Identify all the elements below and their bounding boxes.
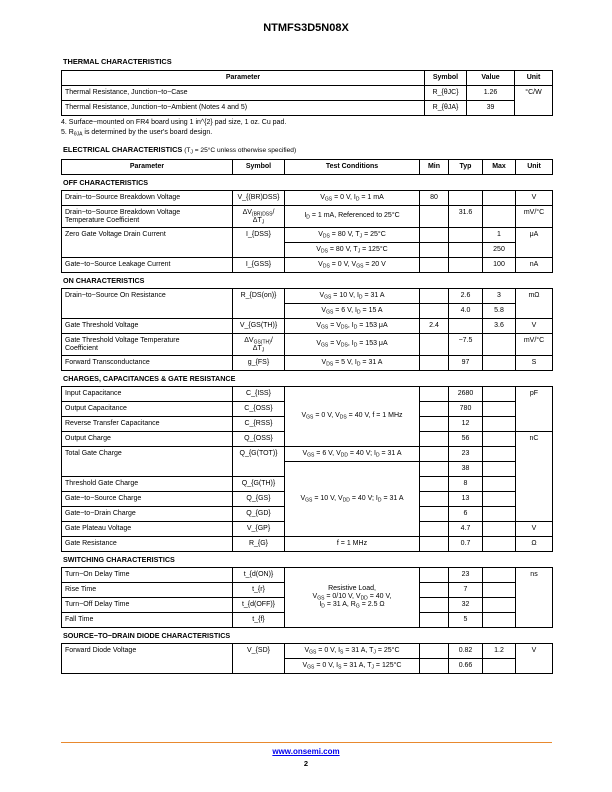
electrical-section-title <box>63 145 296 154</box>
table-row <box>62 447 553 462</box>
footnote: 5. $R_{\theta JA}$ is determined by the user's board design. <box>61 129 213 138</box>
typ-cell: 12 <box>449 417 483 432</box>
symbol-cell: V_{SD} <box>233 644 285 674</box>
website-link[interactable]: www.onsemi.com <box>272 747 340 756</box>
conditions-cell: $V_{GS} = 10$ V, $V_{DD} = 40$ V; $I_D = 31$ A <box>285 462 420 537</box>
min-cell <box>420 304 449 319</box>
table-row <box>62 206 553 228</box>
unit-cell: pF <box>516 387 553 432</box>
min-cell <box>420 522 449 537</box>
parameter-cell: Zero Gate Voltage Drain Current <box>62 228 233 258</box>
symbol-cell: t_{f} <box>233 613 285 628</box>
min-cell <box>420 387 449 402</box>
thermal-table <box>61 70 553 116</box>
conditions-cell: $V_{DS} = 0$ V, $V_{GS} = 20$ V <box>285 258 420 273</box>
symbol-cell: R_{θJC} <box>425 86 467 101</box>
table-row <box>62 568 553 583</box>
header-symbol: Symbol <box>425 71 467 86</box>
electrical-header-table <box>61 159 553 175</box>
min-cell <box>420 507 449 522</box>
min-cell <box>420 598 449 613</box>
symbol-cell: Q_{GS} <box>233 492 285 507</box>
max-cell: 5.8 <box>483 304 516 319</box>
header-unit: Unit <box>515 71 553 86</box>
max-cell <box>483 492 516 507</box>
symbol-cell: V_{GS(TH)} <box>233 319 285 334</box>
min-cell <box>420 206 449 228</box>
parameter-cell: Turn−On Delay Time <box>62 568 233 583</box>
header-typ: Typ <box>449 160 483 175</box>
table-row <box>62 387 553 402</box>
table-row <box>62 191 553 206</box>
symbol-cell: $\Delta V_{(BR)DSS}/$ $\Delta T_J$ <box>233 206 285 228</box>
min-cell <box>420 583 449 598</box>
max-cell <box>483 477 516 492</box>
conditions-cell: f = 1 MHz <box>285 537 420 552</box>
symbol-cell: I_{GSS} <box>233 258 285 273</box>
table-row <box>62 356 553 371</box>
section-label: CHARGES, CAPACITANCES & GATE RESISTANCE <box>63 374 236 383</box>
section-table <box>61 567 553 628</box>
conditions-cell: $V_{GS} = 6$ V, $I_D = 15$ A <box>285 304 420 319</box>
parameter-cell: Input Capacitance <box>62 387 233 402</box>
symbol-cell: g_{FS} <box>233 356 285 371</box>
typ-cell: 56 <box>449 432 483 447</box>
parameter-cell: Reverse Transfer Capacitance <box>62 417 233 432</box>
parameter-cell: Turn−Off Delay Time <box>62 598 233 613</box>
header-parameter: Parameter <box>62 71 425 86</box>
table-row <box>62 101 553 116</box>
unit-cell: μA <box>516 228 553 258</box>
typ-cell: 0.7 <box>449 537 483 552</box>
min-cell <box>420 243 449 258</box>
typ-cell: 2680 <box>449 387 483 402</box>
conditions-cell: $V_{GS} = 0$ V, $I_D = 1$ mA <box>285 191 420 206</box>
symbol-cell: C_{ISS} <box>233 387 285 402</box>
typ-cell: 8 <box>449 477 483 492</box>
conditions-cell: $V_{DS} = 5$ V, $I_D = 31$ A <box>285 356 420 371</box>
table-row <box>62 644 553 659</box>
parameter-cell: Rise Time <box>62 583 233 598</box>
typ-cell <box>449 228 483 243</box>
max-cell <box>483 387 516 402</box>
min-cell <box>420 334 449 356</box>
typ-cell: 6 <box>449 507 483 522</box>
header-conditions: Test Conditions <box>285 160 420 175</box>
parameter-cell: Output Charge <box>62 432 233 447</box>
header-value: Value <box>467 71 515 86</box>
electrical-characteristics <box>61 159 552 674</box>
parameter-cell: Gate Plateau Voltage <box>62 522 233 537</box>
parameter-cell: Forward Transconductance <box>62 356 233 371</box>
min-cell <box>420 258 449 273</box>
max-cell: 1 <box>483 228 516 243</box>
max-cell: 1.2 <box>483 644 516 659</box>
min-cell <box>420 613 449 628</box>
unit-cell: °C/W <box>515 86 553 116</box>
typ-cell: −7.5 <box>449 334 483 356</box>
value-cell: 39 <box>467 101 515 116</box>
unit-cell: Ω <box>516 537 553 552</box>
typ-cell: 4.0 <box>449 304 483 319</box>
parameter-cell: Drain−to−Source Breakdown Voltage Temperature Coefficient <box>62 206 233 228</box>
parameter-cell: Gate Resistance <box>62 537 233 552</box>
typ-cell: 4.7 <box>449 522 483 537</box>
typ-cell <box>449 258 483 273</box>
min-cell <box>420 228 449 243</box>
conditions-cell: $I_D = 1$ mA, Referenced to 25°C <box>285 206 420 228</box>
header-symbol: Symbol <box>233 160 285 175</box>
table-row <box>62 228 553 243</box>
conditions-cell: $V_{GS} = 0$ V, $I_S = 31$ A, $T_J = 125^\circ C$ <box>285 659 420 674</box>
electrical-title-condition: ($T_J = 25^\circ C$ unless otherwise specified) <box>182 147 297 156</box>
table-row <box>62 537 553 552</box>
min-cell <box>420 356 449 371</box>
max-cell <box>483 537 516 552</box>
symbol-cell: t_{d(ON)} <box>233 568 285 583</box>
min-cell <box>420 432 449 447</box>
unit-cell: nA <box>516 258 553 273</box>
max-cell <box>483 568 516 583</box>
unit-cell: V <box>516 191 553 206</box>
table-row <box>62 289 553 304</box>
electrical-title-text: ELECTRICAL CHARACTERISTICS <box>63 145 183 154</box>
unit-cell: nC <box>516 432 553 522</box>
unit-cell: V <box>516 319 553 334</box>
min-cell <box>420 417 449 432</box>
typ-cell <box>449 319 483 334</box>
typ-cell: 23 <box>449 447 483 462</box>
conditions-cell: $V_{GS} = 0$ V, $V_{DS} = 40$ V, f = 1 MHz <box>285 387 420 447</box>
header-max: Max <box>483 160 516 175</box>
typ-cell <box>449 243 483 258</box>
typ-cell <box>449 191 483 206</box>
typ-cell: 780 <box>449 402 483 417</box>
max-cell <box>483 507 516 522</box>
min-cell <box>420 289 449 304</box>
parameter-cell: Gate−to−Source Leakage Current <box>62 258 233 273</box>
typ-cell: 32 <box>449 598 483 613</box>
min-cell <box>420 477 449 492</box>
conditions-cell: $V_{GS} = 6$ V, $V_{DD} = 40$ V; $I_D = 31$ A <box>285 447 420 462</box>
conditions-cell: $V_{DS} = 80$ V, $T_J = 125^\circ C$ <box>285 243 420 258</box>
symbol-cell: R_{DS(on)} <box>233 289 285 319</box>
parameter-cell: Thermal Resistance, Junction−to−Case <box>62 86 425 101</box>
min-cell: 2.4 <box>420 319 449 334</box>
max-cell: 3.6 <box>483 319 516 334</box>
min-cell <box>420 492 449 507</box>
typ-cell: 23 <box>449 568 483 583</box>
max-cell <box>483 334 516 356</box>
typ-cell: 5 <box>449 613 483 628</box>
max-cell <box>483 191 516 206</box>
conditions-cell: Resistive Load, $V_{GS} = 0/10$ V, $V_{DD} = 40$ V, $I_D = 31$ A, $R_G = 2.5$ Ω <box>285 568 420 628</box>
conditions-cell: $V_{GS} = V_{DS}$, $I_D = 153$ μA <box>285 334 420 356</box>
section-label: SOURCE−TO−DRAIN DIODE CHARACTERISTICS <box>63 631 231 640</box>
parameter-cell: Gate Threshold Voltage <box>62 319 233 334</box>
unit-cell: V <box>516 522 553 537</box>
max-cell <box>483 417 516 432</box>
page-number: 2 <box>303 759 309 768</box>
max-cell <box>483 583 516 598</box>
value-cell: 1.26 <box>467 86 515 101</box>
typ-cell: 0.66 <box>449 659 483 674</box>
parameter-cell: Output Capacitance <box>62 402 233 417</box>
max-cell <box>483 659 516 674</box>
max-cell <box>483 462 516 477</box>
parameter-cell: Gate−to−Source Charge <box>62 492 233 507</box>
unit-cell: ns <box>516 568 553 628</box>
parameter-cell: Forward Diode Voltage <box>62 644 233 674</box>
table-header-row <box>62 71 553 86</box>
section-table <box>61 288 553 371</box>
max-cell: 250 <box>483 243 516 258</box>
conditions-cell: $V_{GS} = V_{DS}$, $I_D = 153$ μA <box>285 319 420 334</box>
symbol-cell: Q_{G(TH)} <box>233 477 285 492</box>
max-cell <box>483 432 516 447</box>
table-row <box>62 258 553 273</box>
parameter-cell: Gate Threshold Voltage Temperature Coefficient <box>62 334 233 356</box>
typ-cell: 2.6 <box>449 289 483 304</box>
parameter-cell: Total Gate Charge <box>62 447 233 477</box>
section-table <box>61 643 553 674</box>
section-label: OFF CHARACTERISTICS <box>63 178 149 187</box>
header-parameter: Parameter <box>62 160 233 175</box>
header-unit: Unit <box>516 160 553 175</box>
min-cell <box>420 447 449 462</box>
footnotes <box>61 118 286 138</box>
section-table <box>61 386 553 552</box>
table-row <box>62 319 553 334</box>
typ-cell: 97 <box>449 356 483 371</box>
symbol-cell: V_{(BR)DSS} <box>233 191 285 206</box>
thermal-section-title: THERMAL CHARACTERISTICS <box>63 57 172 66</box>
min-cell <box>420 659 449 674</box>
max-cell <box>483 613 516 628</box>
symbol-cell: C_{OSS} <box>233 402 285 417</box>
parameter-cell: Thermal Resistance, Junction−to−Ambient (Notes 4 and 5) <box>62 101 425 116</box>
footer-divider <box>61 742 552 743</box>
unit-cell: V <box>516 644 553 674</box>
parameter-cell: Drain−to−Source Breakdown Voltage <box>62 191 233 206</box>
parameter-cell: Fall Time <box>62 613 233 628</box>
max-cell <box>483 402 516 417</box>
typ-cell: 13 <box>449 492 483 507</box>
min-cell <box>420 644 449 659</box>
min-cell <box>420 537 449 552</box>
section-label: SWITCHING CHARACTERISTICS <box>63 555 175 564</box>
max-cell <box>483 447 516 462</box>
max-cell <box>483 598 516 613</box>
typ-cell: 7 <box>449 583 483 598</box>
unit-cell: mV/°C <box>516 334 553 356</box>
unit-cell: mV/°C <box>516 206 553 228</box>
min-cell <box>420 402 449 417</box>
typ-cell: 31.6 <box>449 206 483 228</box>
max-cell: 3 <box>483 289 516 304</box>
min-cell <box>420 568 449 583</box>
symbol-cell: Q_{G(TOT)} <box>233 447 285 477</box>
unit-cell: S <box>516 356 553 371</box>
symbol-cell: Q_{GD} <box>233 507 285 522</box>
conditions-cell: $V_{GS} = 0$ V, $I_S = 31$ A, $T_J = 25^\circ C$ <box>285 644 420 659</box>
typ-cell: 38 <box>449 462 483 477</box>
symbol-cell: I_{DSS} <box>233 228 285 258</box>
section-table <box>61 190 553 273</box>
symbol-cell: R_{θJA} <box>425 101 467 116</box>
symbol-cell: t_{r} <box>233 583 285 598</box>
max-cell <box>483 522 516 537</box>
min-cell <box>420 462 449 477</box>
footnote: 4. Surface−mounted on FR4 board using 1 in^{2} pad size, 1 oz. Cu pad. <box>61 119 287 126</box>
min-cell: 80 <box>420 191 449 206</box>
max-cell <box>483 206 516 228</box>
symbol-cell: R_{G} <box>233 537 285 552</box>
header-min: Min <box>420 160 449 175</box>
table-header-row <box>62 160 553 175</box>
section-label: ON CHARACTERISTICS <box>63 276 145 285</box>
table-row <box>62 86 553 101</box>
typ-cell: 0.82 <box>449 644 483 659</box>
symbol-cell: $\Delta V_{GS(TH)}/$ $\Delta T_J$ <box>233 334 285 356</box>
conditions-cell: $V_{GS} = 10$ V, $I_D = 31$ A <box>285 289 420 304</box>
max-cell: 100 <box>483 258 516 273</box>
parameter-cell: Gate−to−Drain Charge <box>62 507 233 522</box>
parameter-cell: Drain−to−Source On Resistance <box>62 289 233 319</box>
parameter-cell: Threshold Gate Charge <box>62 477 233 492</box>
symbol-cell: C_{RSS} <box>233 417 285 432</box>
document-title: NTMFS3D5N08X <box>263 22 349 34</box>
symbol-cell: Q_{OSS} <box>233 432 285 447</box>
symbol-cell: V_{GP} <box>233 522 285 537</box>
table-row <box>62 334 553 356</box>
unit-cell: mΩ <box>516 289 553 319</box>
max-cell <box>483 356 516 371</box>
symbol-cell: t_{d(OFF)} <box>233 598 285 613</box>
conditions-cell: $V_{DS} = 80$ V, $T_J = 25^\circ C$ <box>285 228 420 243</box>
